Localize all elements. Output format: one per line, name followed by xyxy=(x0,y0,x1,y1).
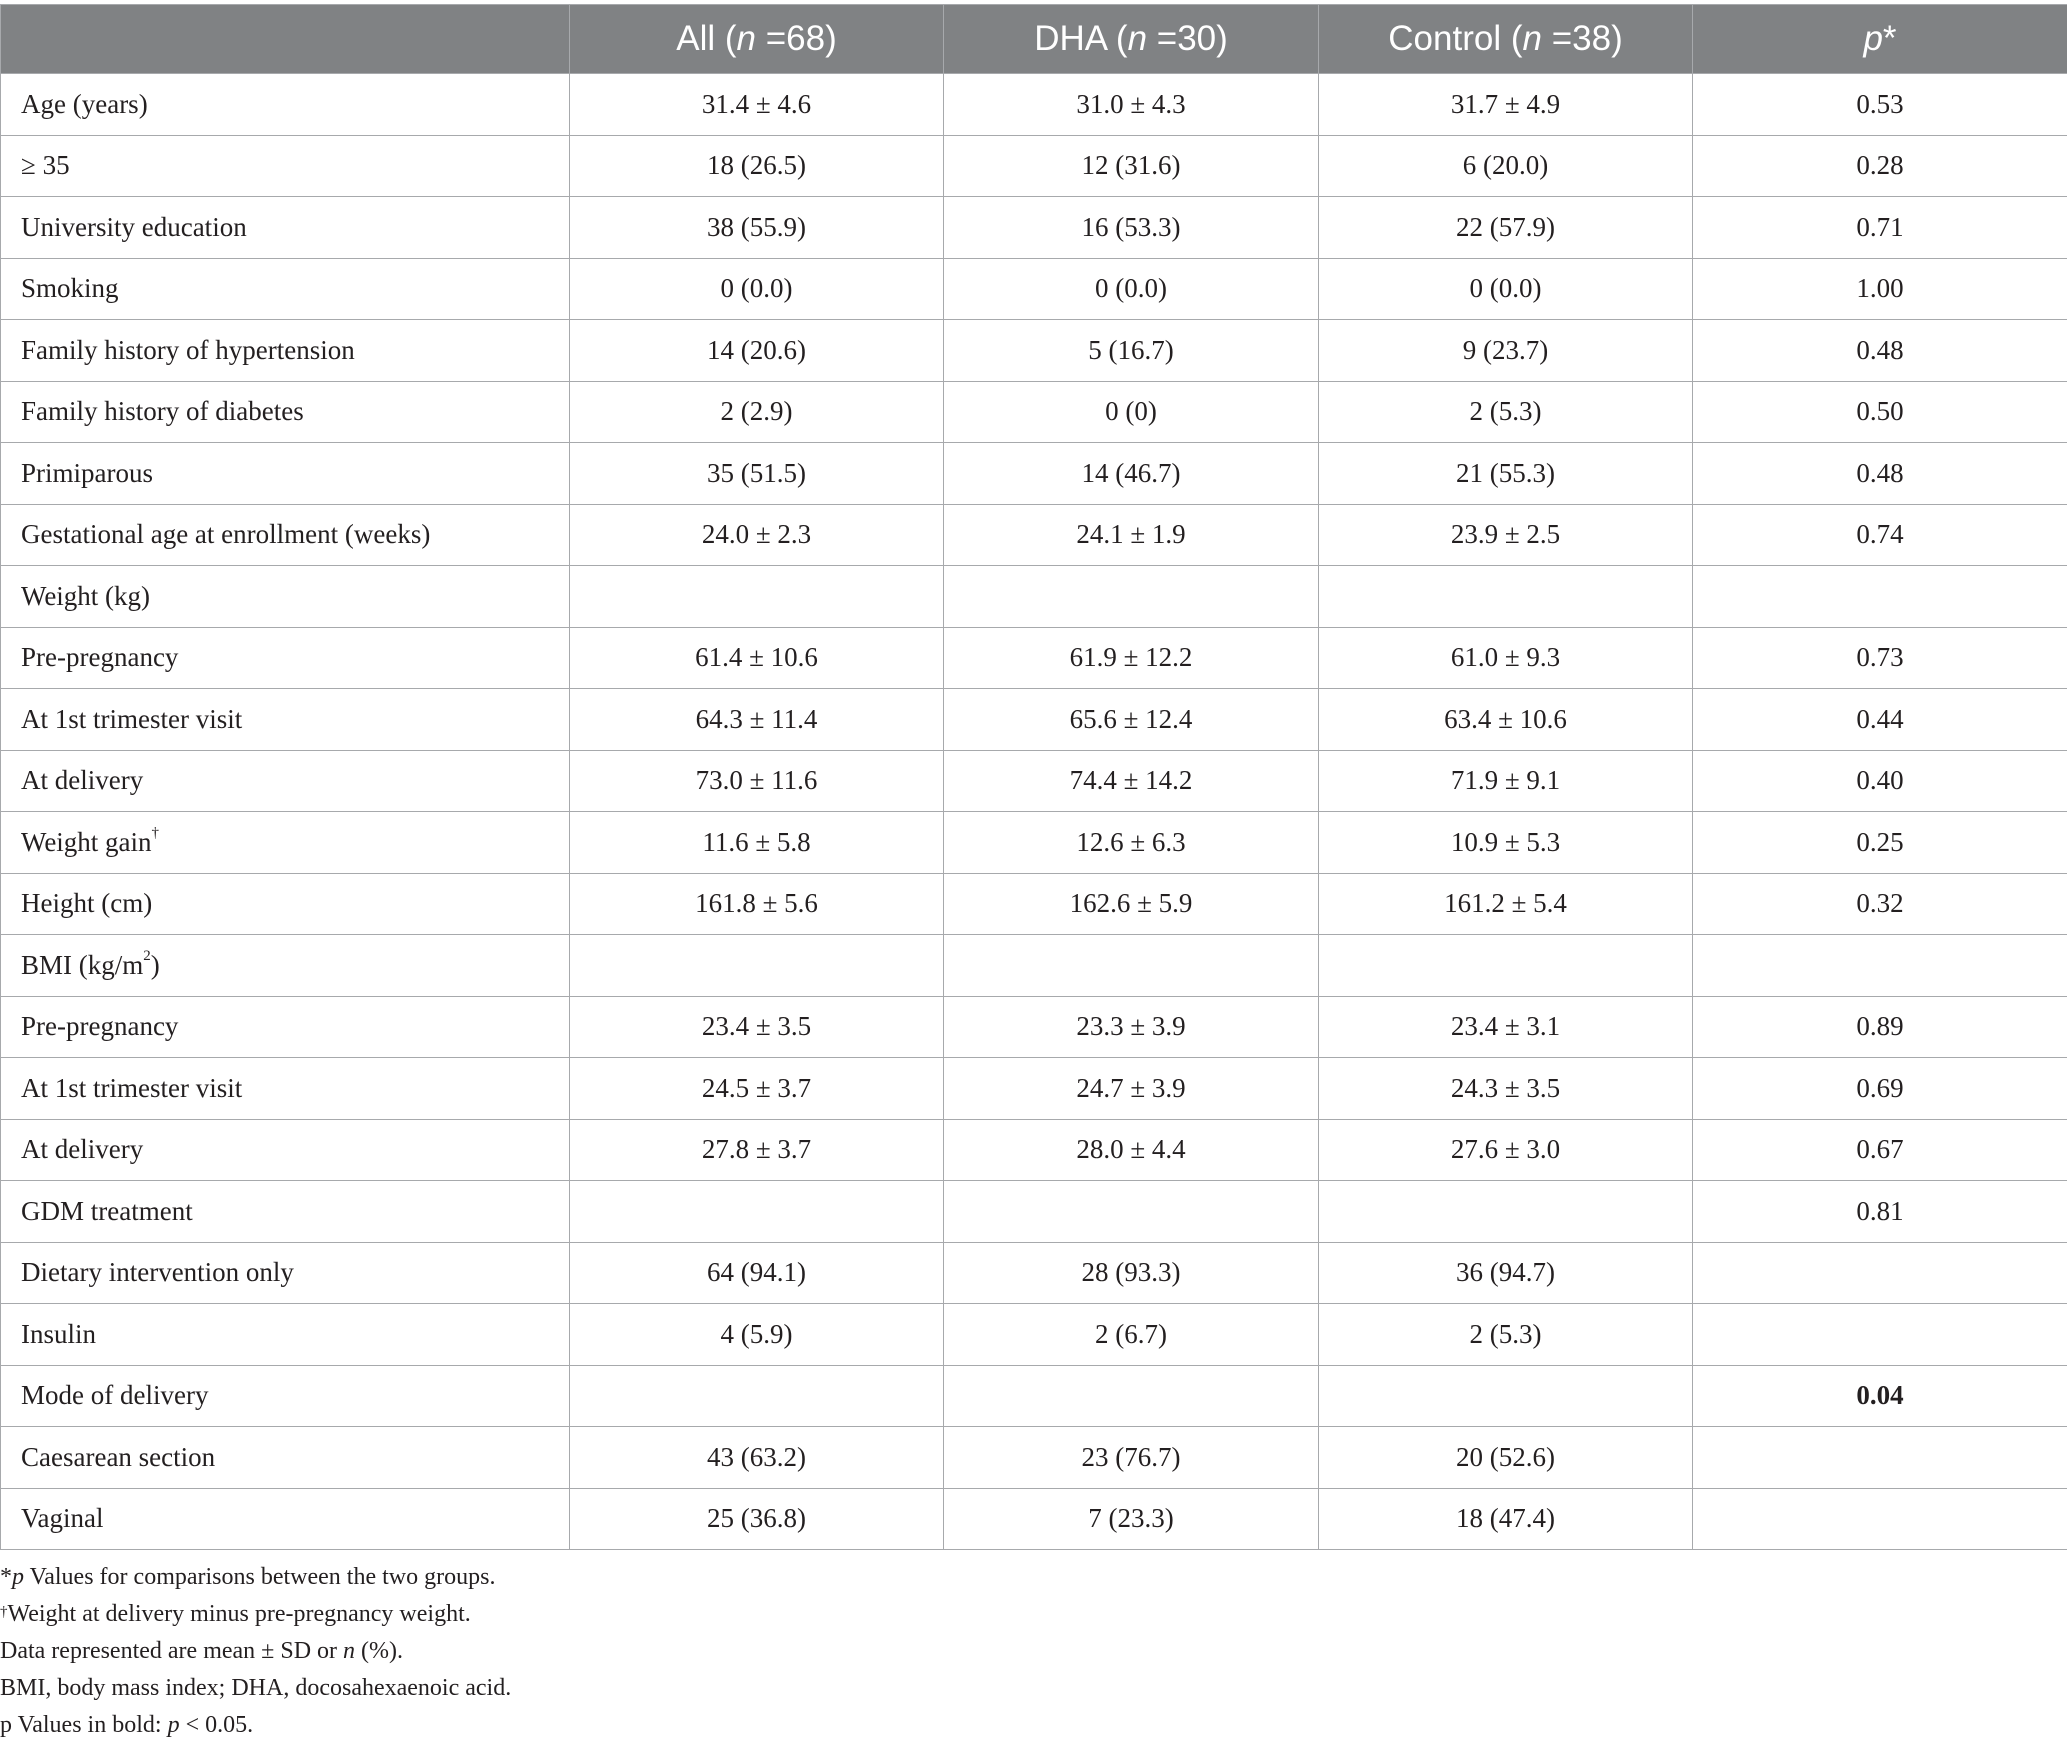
cell-p-value: 1.00 xyxy=(1693,258,2067,320)
cell-p-value: 0.81 xyxy=(1693,1181,2067,1243)
cell-control: 21 (55.3) xyxy=(1319,443,1693,505)
cell-dha: 162.6 ± 5.9 xyxy=(944,873,1319,935)
row-label: Vaginal xyxy=(1,1488,570,1550)
cell-all: 23.4 ± 3.5 xyxy=(570,996,944,1058)
table-row xyxy=(1,381,2067,443)
footnote-data-representation: Data represented are mean ± SD or n (%). xyxy=(0,1638,404,1664)
cell-all: 27.8 ± 3.7 xyxy=(570,1119,944,1181)
table-row xyxy=(1,258,2067,320)
cell-control: 9 (23.7) xyxy=(1319,320,1693,382)
table-row xyxy=(1,1058,2067,1120)
cell-dha: 23 (76.7) xyxy=(944,1427,1319,1489)
table-row xyxy=(1,1488,2067,1550)
cell-p-value: 0.53 xyxy=(1693,74,2067,136)
table-row xyxy=(1,504,2067,566)
cell-all xyxy=(570,1365,944,1427)
row-label: Caesarean section xyxy=(1,1427,570,1489)
cell-dha xyxy=(944,566,1319,628)
cell-all xyxy=(570,566,944,628)
cell-all xyxy=(570,935,944,997)
table-row xyxy=(1,197,2067,259)
cell-control: 63.4 ± 10.6 xyxy=(1319,689,1693,751)
cell-p-value xyxy=(1693,1242,2067,1304)
cell-all: 64.3 ± 11.4 xyxy=(570,689,944,751)
cell-control: 31.7 ± 4.9 xyxy=(1319,74,1693,136)
cell-control: 161.2 ± 5.4 xyxy=(1319,873,1693,935)
cell-all: 18 (26.5) xyxy=(570,135,944,197)
table-row xyxy=(1,1304,2067,1366)
row-label: At delivery xyxy=(1,750,570,812)
row-label: Weight (kg) xyxy=(1,566,570,628)
cell-p-value xyxy=(1693,566,2067,628)
table-row xyxy=(1,1365,2067,1427)
cell-dha: 12.6 ± 6.3 xyxy=(944,812,1319,874)
cell-dha: 7 (23.3) xyxy=(944,1488,1319,1550)
footnote-abbreviations: BMI, body mass index; DHA, docosahexaenoic acid. xyxy=(0,1675,512,1701)
cell-control: 23.4 ± 3.1 xyxy=(1319,996,1693,1058)
table-row xyxy=(1,320,2067,382)
cell-dha: 16 (53.3) xyxy=(944,197,1319,259)
table-row xyxy=(1,1181,2067,1243)
cell-all: 11.6 ± 5.8 xyxy=(570,812,944,874)
cell-control: 24.3 ± 3.5 xyxy=(1319,1058,1693,1120)
cell-p-value: 0.48 xyxy=(1693,443,2067,505)
cell-p-value: 0.50 xyxy=(1693,381,2067,443)
cell-control: 0 (0.0) xyxy=(1319,258,1693,320)
cell-control: 20 (52.6) xyxy=(1319,1427,1693,1489)
cell-all: 24.0 ± 2.3 xyxy=(570,504,944,566)
table-row xyxy=(1,750,2067,812)
table-row xyxy=(1,935,2067,997)
cell-dha: 61.9 ± 12.2 xyxy=(944,627,1319,689)
row-label: ≥ 35 xyxy=(1,135,570,197)
cell-p-value: 0.73 xyxy=(1693,627,2067,689)
cell-all: 31.4 ± 4.6 xyxy=(570,74,944,136)
cell-control: 18 (47.4) xyxy=(1319,1488,1693,1550)
cell-p-value: 0.89 xyxy=(1693,996,2067,1058)
cell-control: 27.6 ± 3.0 xyxy=(1319,1119,1693,1181)
cell-p-value xyxy=(1693,935,2067,997)
table-row xyxy=(1,812,2067,874)
cell-all: 14 (20.6) xyxy=(570,320,944,382)
cell-dha: 74.4 ± 14.2 xyxy=(944,750,1319,812)
table-row xyxy=(1,689,2067,751)
cell-control: 71.9 ± 9.1 xyxy=(1319,750,1693,812)
cell-all: 2 (2.9) xyxy=(570,381,944,443)
header-empty xyxy=(1,5,570,74)
row-label: Age (years) xyxy=(1,74,570,136)
cell-all: 161.8 ± 5.6 xyxy=(570,873,944,935)
cell-p-value: 0.48 xyxy=(1693,320,2067,382)
cell-control xyxy=(1319,566,1693,628)
cell-all xyxy=(570,1181,944,1243)
row-label: Smoking xyxy=(1,258,570,320)
row-label: Pre-pregnancy xyxy=(1,996,570,1058)
cell-control: 10.9 ± 5.3 xyxy=(1319,812,1693,874)
cell-dha: 65.6 ± 12.4 xyxy=(944,689,1319,751)
footnote-p-values: *p Values for comparisons between the two groups. xyxy=(0,1564,496,1590)
cell-control xyxy=(1319,1181,1693,1243)
table-row xyxy=(1,443,2067,505)
cell-dha: 24.7 ± 3.9 xyxy=(944,1058,1319,1120)
cell-dha: 14 (46.7) xyxy=(944,443,1319,505)
cell-all: 25 (36.8) xyxy=(570,1488,944,1550)
row-label: Gestational age at enrollment (weeks) xyxy=(1,504,570,566)
row-label: Family history of hypertension xyxy=(1,320,570,382)
row-label: Pre-pregnancy xyxy=(1,627,570,689)
cell-dha: 0 (0) xyxy=(944,381,1319,443)
cell-dha xyxy=(944,935,1319,997)
cell-all: 61.4 ± 10.6 xyxy=(570,627,944,689)
cell-dha: 28.0 ± 4.4 xyxy=(944,1119,1319,1181)
table-row xyxy=(1,74,2067,136)
footnote-weight-gain: †Weight at delivery minus pre-pregnancy weight. xyxy=(0,1601,471,1627)
cell-p-value: 0.69 xyxy=(1693,1058,2067,1120)
table-row xyxy=(1,996,2067,1058)
cell-all: 64 (94.1) xyxy=(570,1242,944,1304)
cell-p-value: 0.40 xyxy=(1693,750,2067,812)
row-label: Family history of diabetes xyxy=(1,381,570,443)
cell-dha xyxy=(944,1365,1319,1427)
row-label: BMI $(kg/m^2)$ xyxy=(1,935,570,997)
cell-p-value: 0.71 xyxy=(1693,197,2067,259)
cell-p-value: 0.32 xyxy=(1693,873,2067,935)
row-label: At 1st trimester visit xyxy=(1,1058,570,1120)
cell-all: 4 (5.9) xyxy=(570,1304,944,1366)
cell-p-value: 0.04 xyxy=(1693,1365,2067,1427)
cell-dha: 2 (6.7) xyxy=(944,1304,1319,1366)
baseline-characteristics-table xyxy=(0,4,2067,1550)
table-row xyxy=(1,566,2067,628)
cell-p-value: 0.67 xyxy=(1693,1119,2067,1181)
cell-p-value xyxy=(1693,1427,2067,1489)
cell-p-value xyxy=(1693,1304,2067,1366)
cell-control xyxy=(1319,935,1693,997)
row-label: At 1st trimester visit xyxy=(1,689,570,751)
cell-dha: 12 (31.6) xyxy=(944,135,1319,197)
cell-all: 73.0 ± 11.6 xyxy=(570,750,944,812)
cell-p-value xyxy=(1693,1488,2067,1550)
header-p-value: p* xyxy=(1693,5,2067,74)
header-all: All (n =68) xyxy=(570,5,944,74)
row-label: Height (cm) xyxy=(1,873,570,935)
cell-control: 22 (57.9) xyxy=(1319,197,1693,259)
table-row xyxy=(1,1427,2067,1489)
table-row xyxy=(1,135,2067,197)
cell-dha: 31.0 ± 4.3 xyxy=(944,74,1319,136)
table-row xyxy=(1,873,2067,935)
cell-p-value: 0.25 xyxy=(1693,812,2067,874)
header-row xyxy=(1,5,2067,74)
cell-p-value: 0.28 xyxy=(1693,135,2067,197)
cell-dha xyxy=(944,1181,1319,1243)
cell-all: 43 (63.2) xyxy=(570,1427,944,1489)
row-label: Mode of delivery xyxy=(1,1365,570,1427)
row-label: Primiparous xyxy=(1,443,570,505)
table-footnotes xyxy=(0,1559,511,1744)
table-row xyxy=(1,627,2067,689)
footnote-bold-values: p Values in bold: p < 0.05. xyxy=(0,1712,254,1738)
row-label: Weight gain† xyxy=(1,812,570,874)
table-row xyxy=(1,1119,2067,1181)
cell-dha: 0 (0.0) xyxy=(944,258,1319,320)
cell-control: 2 (5.3) xyxy=(1319,1304,1693,1366)
cell-control: 61.0 ± 9.3 xyxy=(1319,627,1693,689)
header-dha: DHA (n =30) xyxy=(944,5,1319,74)
row-label: GDM treatment xyxy=(1,1181,570,1243)
row-label: Dietary intervention only xyxy=(1,1242,570,1304)
cell-dha: 5 (16.7) xyxy=(944,320,1319,382)
header-control: Control (n =38) xyxy=(1319,5,1693,74)
cell-dha: 23.3 ± 3.9 xyxy=(944,996,1319,1058)
cell-control: 6 (20.0) xyxy=(1319,135,1693,197)
table-row xyxy=(1,1242,2067,1304)
cell-dha: 28 (93.3) xyxy=(944,1242,1319,1304)
cell-all: 38 (55.9) xyxy=(570,197,944,259)
cell-all: 35 (51.5) xyxy=(570,443,944,505)
cell-control: 2 (5.3) xyxy=(1319,381,1693,443)
row-label: University education xyxy=(1,197,570,259)
cell-control: 36 (94.7) xyxy=(1319,1242,1693,1304)
row-label: At delivery xyxy=(1,1119,570,1181)
cell-p-value: 0.74 xyxy=(1693,504,2067,566)
cell-all: 24.5 ± 3.7 xyxy=(570,1058,944,1120)
cell-all: 0 (0.0) xyxy=(570,258,944,320)
cell-control: 23.9 ± 2.5 xyxy=(1319,504,1693,566)
cell-dha: 24.1 ± 1.9 xyxy=(944,504,1319,566)
row-label: Insulin xyxy=(1,1304,570,1366)
cell-control xyxy=(1319,1365,1693,1427)
cell-p-value: 0.44 xyxy=(1693,689,2067,751)
